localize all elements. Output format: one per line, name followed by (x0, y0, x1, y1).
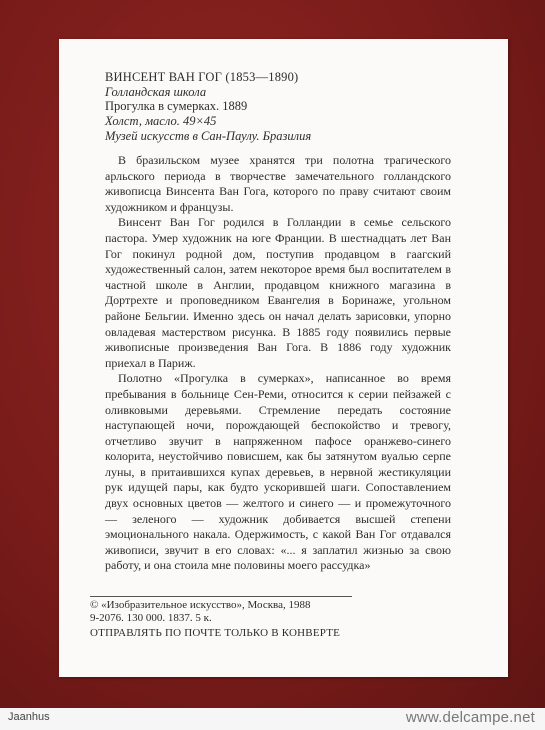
card-header (105, 70, 311, 144)
description-text (105, 153, 451, 574)
divider (90, 596, 352, 597)
publisher-line: © «Изобразительное искусство», Москва, 1988 (90, 599, 311, 611)
print-codes: 9-2076. 130 000. 1837. 5 к. (90, 611, 212, 624)
site-watermark: www.delcampe.net (405, 709, 535, 726)
museum-line: Музей искусств в Сан-Паулу. Бразилия (105, 128, 312, 143)
school-line: Голландская школа (105, 84, 207, 99)
paragraph: Полотно «Прогулка в сумерках», написанное во время пребывания в больнице Сен-Реми, относится к серии пейзажей с оливковыми деревьями. Стремление передать состояние наступающей ночи, порождающей беспокойство и тревогу, отчетливо звучит в напряженном пафосе оранжево-синего колорита, неустойчиво повисшем, как бы затянутом вуалью серпе луны, в притаившихся купах деревьев, в нервной жестикуляции рук идущей пары, как будто ускорившей шаги. Сопоставлением двух основных цветов — желтого и синего — и промежуточного — зеленого — художник добивается высшей степени эмоционального накала. Одержимость, с какой Ван Гог отдавался живописи, звучит в его словах: «... я заплатил жизнью за свою работу, и она стоила мне половины моего рассудка» (105, 371, 451, 573)
mailing-instruction: ОТПРАВЛЯТЬ ПО ПОЧТЕ ТОЛЬКО В КОНВЕРТЕ (90, 627, 341, 639)
artist-title: ВИНСЕНТ ВАН ГОГ (1853—1890) (105, 70, 299, 84)
artwork-line: Прогулка в сумерках. 1889 (105, 99, 248, 114)
paragraph: Винсент Ван Гог родился в Голландии в семье сельского пастора. Умер художник на юге Франции. В шестнадцать лет Ван Гог покинул родной дом, поступив продавцом в гаагский художественный салон, затем некоторое время был воспитателем в частной школе в Англии, продавцом книжного магазина в Дортрехте и проповедником Евангелия в Боринаже, угольном районе Бельгии. Именно здесь он начал делать зарисовки, упорно овладевая мастерством рисунка. В 1885 году появились первые живописные произведения Ван Гога. В 1886 году художник приехал в Париж. (105, 215, 451, 370)
medium-line: Холст, масло. 49×45 (105, 114, 217, 129)
seller-watermark: Jaanhus (8, 711, 50, 723)
postcard (59, 39, 508, 677)
imprint (90, 599, 310, 624)
paragraph: В бразильском музее хранятся три полотна трагического арльского периода в творчестве замечательного голландского живописца Винсента Ван Гога, которого по праву считают своим художником и французы. (105, 153, 451, 214)
